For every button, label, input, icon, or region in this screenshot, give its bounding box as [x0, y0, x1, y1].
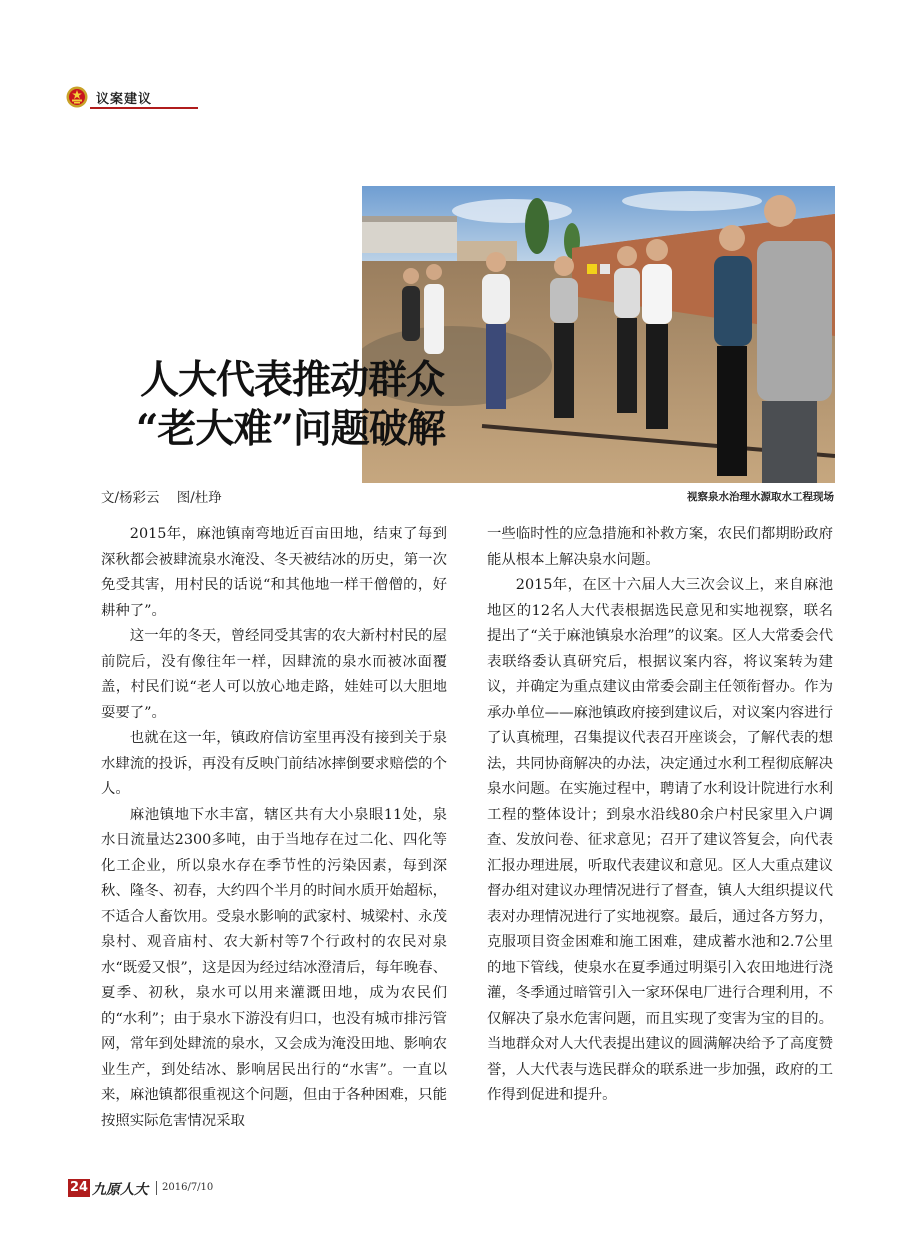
footer-divider [156, 1181, 157, 1195]
paragraph-continuation: 一些临时性的应急措施和补救方案，农民们都期盼政府能从根本上解决泉水问题。 [487, 526, 833, 568]
left-column [101, 522, 447, 1134]
right-column [487, 522, 833, 1109]
title-line-1: 人大代表推动群众 [140, 357, 445, 403]
page-footer [68, 1176, 268, 1200]
paragraph: 2015年，麻池镇南弯地近百亩田地，结束了每到深秋都会被肆流泉水淹没、冬天被结冰的历史，第一次免受其害，用村民的话说“和其他地一样干僧僧的，好耕种了”。 [101, 526, 447, 619]
national-emblem-icon [66, 86, 88, 108]
paragraph: 这一年的冬天，曾经同受其害的农大新村村民的屋前院后，没有像往年一样，因肆流的泉水而被冰面覆盖，村民们说“老人可以放心地走路，娃娃可以大胆地耍要了”。 [101, 628, 447, 721]
paragraph: 也就在这一年，镇政府信访室里再没有接到关于泉水肆流的投诉，再没有反映门前结冰摔倒要求赔偿的个人。 [101, 730, 447, 797]
issue-date: 2016/7/10 [162, 1182, 214, 1193]
paragraph: 麻池镇地下水丰富，辖区共有大小泉眼11处，泉水日流量达2300多吨，由于当地存在过二化、四化等化工企业，所以泉水存在季节性的污染因素，每到深秋、隆冬、初春，大约四个半月的时间水质开始超标，不适合人畜饮用。受泉水影响的武家村、城梁村、永茂泉村、观音庙村、农大新村等7个行政村的农民对泉水“既爱又恨”，这是因为经过结冰澄清后，每年晚春、夏季、初秋，泉水可以用来灌溉田地，成为农民们的“水利”；由于泉水下游没有归口，也没有城市排污管网，常年到处肆流的泉水，又会成为淹没田地、影响农业生产，到处结冰、影响居民出行的“水害”。一直以来，麻池镇都很重视这个问题，但由于各种困难，只能按照实际危害情况采取 [101, 806, 447, 1129]
section-label: 议案建议 [96, 92, 153, 107]
photo-caption: 视察泉水治理水源取水工程现场 [687, 491, 834, 503]
article-title [136, 356, 480, 454]
magazine-name: 九原人大 [92, 1182, 148, 1198]
title-line-2: “老大难”问题破解 [136, 406, 445, 452]
section-header [66, 84, 201, 110]
page-number: 24 [69, 1180, 89, 1195]
paragraph: 2015年，在区十六届人大三次会议上，来自麻池地区的12名人大代表根据选民意见和实地视察，联名提出了“关于麻池镇泉水治理”的议案。区人大常委会代表联络委认真研究后，根据议案内容，将议案转为建议，并确定为重点建议由常委会副主任领衔督办。作为承办单位——麻池镇政府接到建议后，对议案内容进行了认真梳理，召集提议代表召开座谈会，了解代表的想法，共同协商解决的办法，决定通过水利工程彻底解决泉水问题。在实施过程中，聘请了水利设计院进行水利工程的整体设计；到泉水沿线80余户村民家里入户调查、发放问卷、征求意见；召开了建议答复会，向代表汇报办理进展，听取代表建议和意见。区人大重点建议督办组对建议办理情况进行了督查，镇人大组织提议代表对办理情况进行了实地视察。最后，通过各方努力，克服项目资金困难和施工困难，建成蓄水池和2.7公里的地下管线，使泉水在夏季通过明渠引入农田地进行浇灌，冬季通过暗管引入一家环保电厂进行合理利用，不仅解决了泉水危害问题，而且实现了变害为宝的目的。当地群众对人大代表提出建议的圆满解决给予了高度赞誉，人大代表与选民群众的联系进一步加强，政府的工作得到促进和提升。 [487, 577, 833, 1103]
byline: 文/杨彩云 图/杜琤 [101, 490, 222, 506]
section-divider [90, 107, 198, 109]
